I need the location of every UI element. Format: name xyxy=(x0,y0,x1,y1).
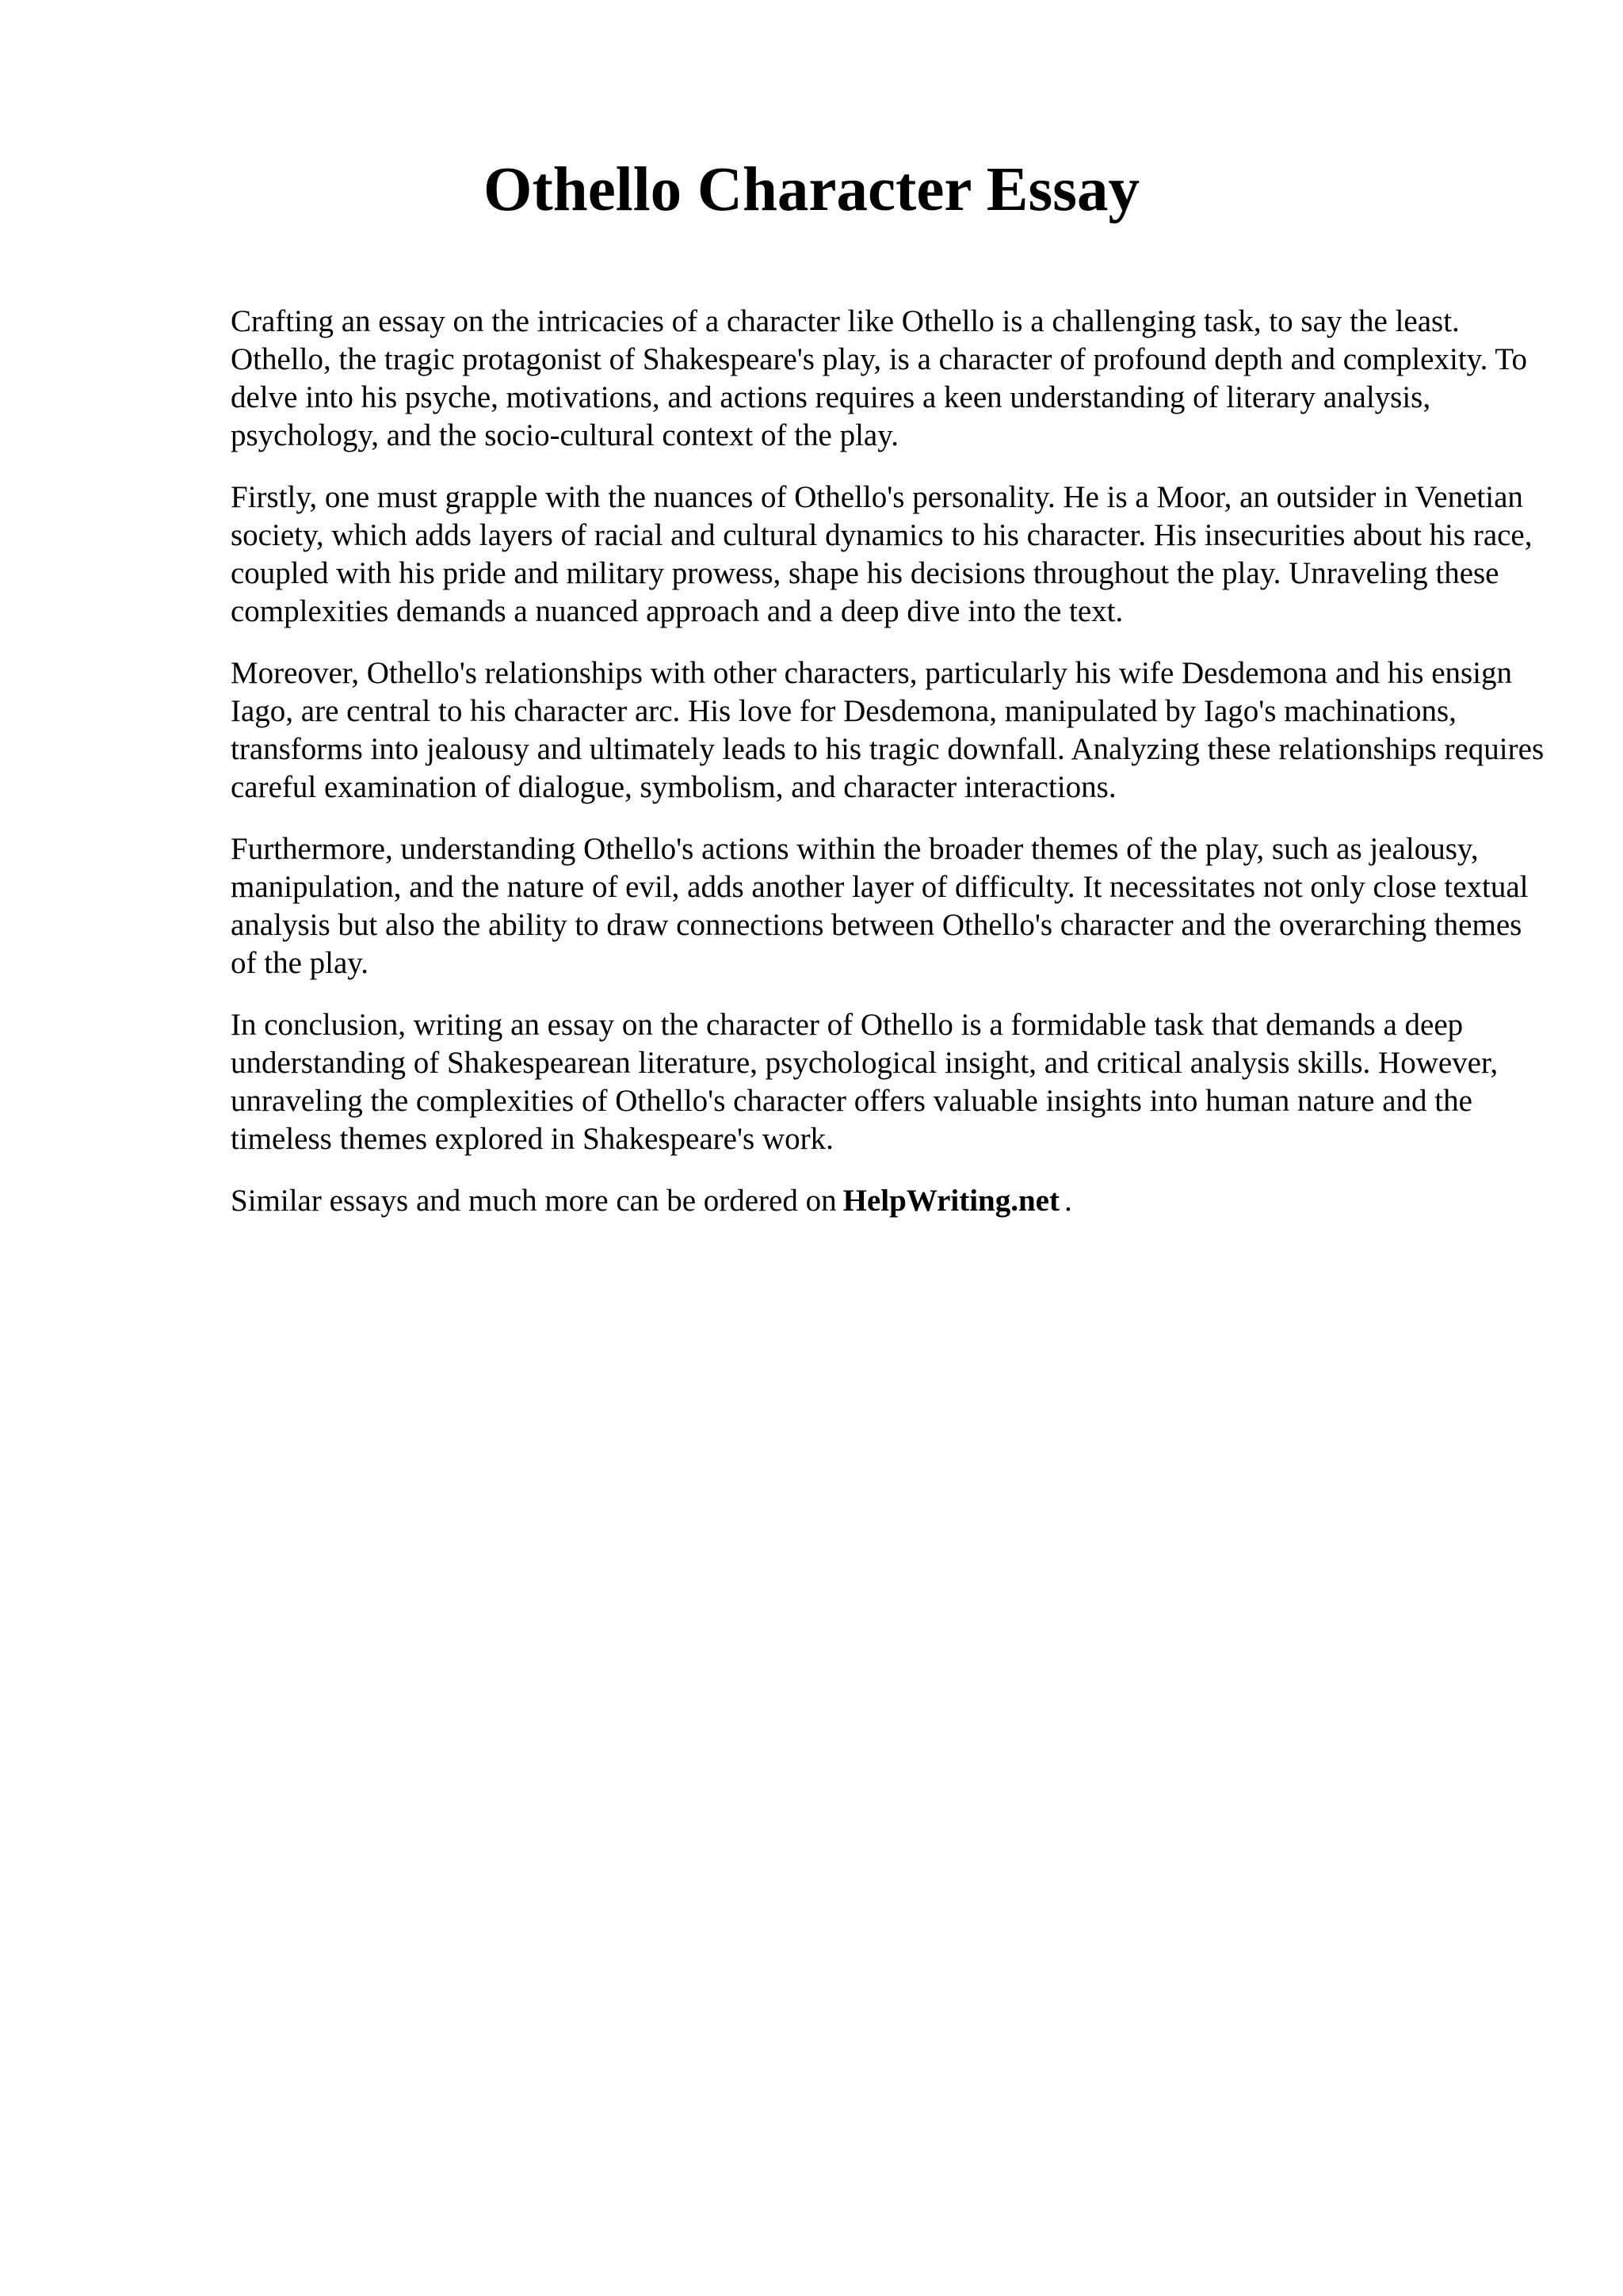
paragraph-personality: Firstly, one must grapple with the nuances of Othello's personality. He is a Moor, an outsider in Venetian society, which adds layers of racial and cultural dynamics to his character. His insecurities about his race, coupled with his pride and military prowess, shape his decisions throughout the play. Unraveling these complexities demands a nuanced approach and a deep dive into the text. xyxy=(231,480,1533,628)
closing-period: . xyxy=(1064,1184,1072,1218)
page-title: Othello Character Essay xyxy=(483,155,1140,224)
paragraph-conclusion: In conclusion, writing an essay on the character of Othello is a formidable task that demands a deep understanding of Shakespearean literature, psychological insight, and critical analysis skills. However, unraveling the complexities of Othello's character offers valuable insights into human nature and the timeless themes explored in Shakespeare's work. xyxy=(231,1008,1499,1156)
brand-link[interactable]: HelpWriting.net xyxy=(842,1184,1060,1218)
closing-line xyxy=(231,1182,1546,1220)
paragraph-relationships: Moreover, Othello's relationships with other characters, particularly his wife Desdemona and his ensign Iago, are central to his character arc. His love for Desdemona, manipulated by Iago's machinations, transforms into jealousy and ultimately leads to his tragic downfall. Analyzing these relationships requires careful examination of dialogue, symbolism, and character interactions. xyxy=(231,656,1545,804)
paragraph-themes: Furthermore, understanding Othello's actions within the broader themes of the play, such as jealousy, manipulation, and the nature of evil, adds another layer of difficulty. It necessitates not only close textual analysis but also the ability to draw connections between Othello's character and the overarching themes of the play. xyxy=(231,832,1529,980)
closing-text: Similar essays and much more can be ordered on xyxy=(231,1184,837,1218)
essay-body xyxy=(231,303,1546,1220)
paragraph-intro: Crafting an essay on the intricacies of a character like Othello is a challenging task, to say the least. Othello, the tragic protagonist of Shakespeare's play, is a character of profound depth and complexity. To delve into his psyche, motivations, and actions requires a keen understanding of literary analysis, psychology, and the socio-cultural context of the play. xyxy=(231,304,1528,452)
